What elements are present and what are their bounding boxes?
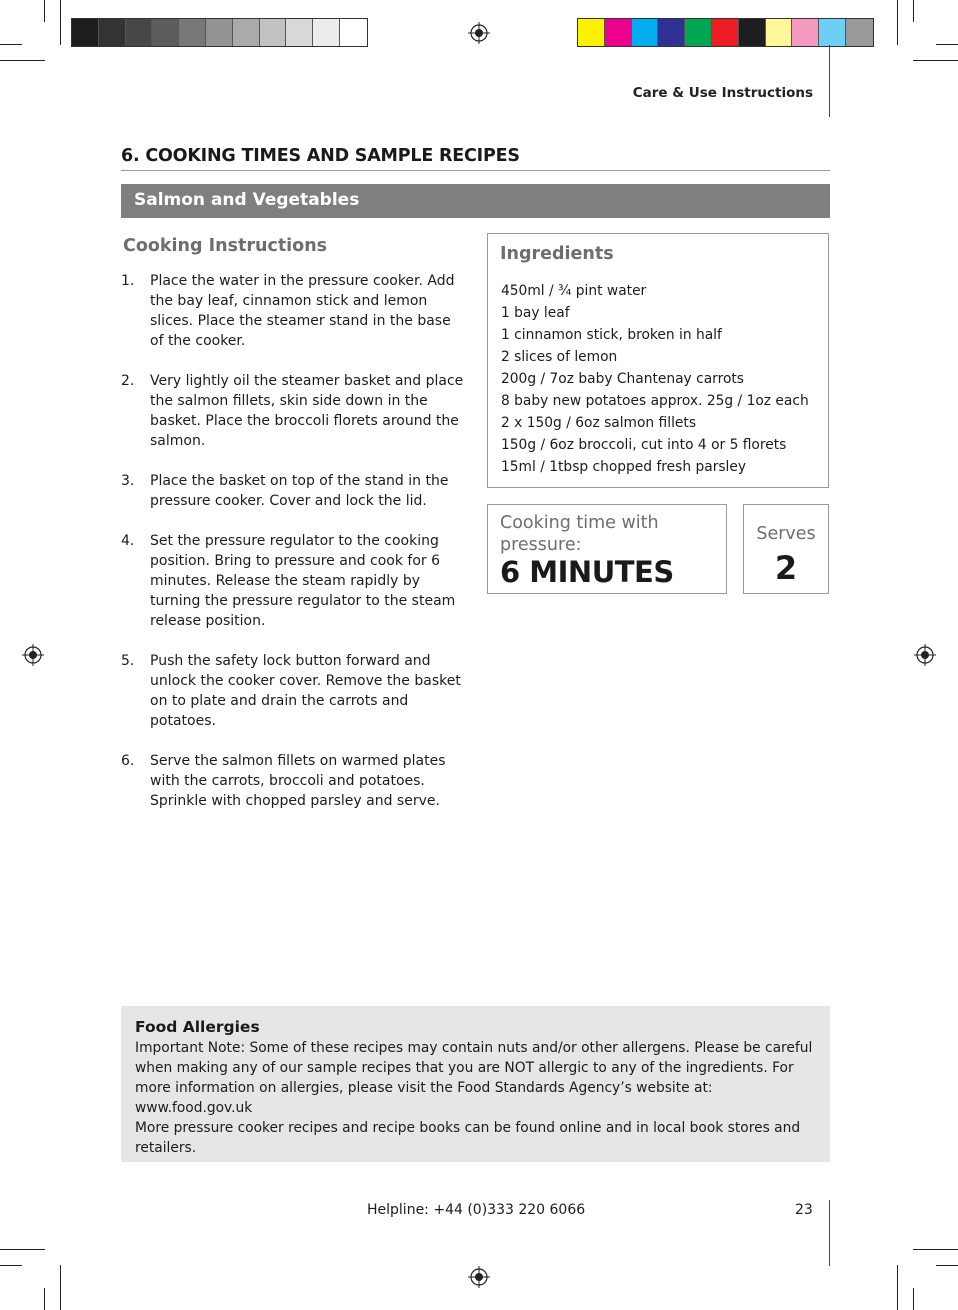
step-number: 3. (121, 473, 135, 489)
color-swatch (632, 19, 659, 46)
color-swatch (792, 19, 819, 46)
food-allergies-title: Food Allergies (135, 1018, 260, 1036)
bleed-mark (913, 60, 958, 61)
bleed-mark (60, 1265, 61, 1310)
bleed-mark (897, 1265, 898, 1310)
color-swatch (846, 19, 873, 46)
color-swatch (179, 19, 206, 46)
serves-label: Serves (756, 524, 816, 544)
instructions-list (121, 271, 466, 831)
color-swatch (766, 19, 793, 46)
crop-mark (936, 1265, 958, 1266)
food-allergies-box (121, 1006, 830, 1162)
step-text: Push the safety lock button forward and unlock the cooker cover. Remove the basket on to plate and drain the carrots and potatoes. (150, 653, 461, 729)
ingredient-item: 1 cinnamon stick, broken in half (501, 327, 722, 343)
ingredients-list (501, 280, 809, 478)
registration-mark-icon (914, 644, 936, 666)
registration-mark-icon (468, 22, 490, 44)
color-swatch (313, 19, 340, 46)
color-swatch (712, 19, 739, 46)
ingredient-item: 2 x 150g / 6oz salmon fillets (501, 415, 697, 431)
crop-mark (0, 1265, 22, 1266)
instruction-step (121, 651, 466, 731)
food-allergies-more-recipes: More pressure cooker recipes and recipe books can be found online and in local book stores and retailers. (135, 1120, 801, 1156)
ingredient-item: 1 bay leaf (501, 305, 570, 321)
color-swatch (578, 19, 605, 46)
instruction-step (121, 471, 466, 511)
bleed-mark (0, 1249, 45, 1250)
color-swatch (286, 19, 313, 46)
section-divider (121, 170, 830, 171)
serves-value: 2 (774, 549, 798, 587)
recipe-title: Salmon and Vegetables (134, 190, 360, 210)
bleed-mark (60, 0, 61, 45)
step-number: 5. (121, 653, 135, 669)
step-text: Place the basket on top of the stand in the pressure cooker. Cover and lock the lid. (150, 473, 449, 509)
step-text: Place the water in the pressure cooker. Add the bay leaf, cinnamon stick and lemon slices. Place the steamer stand in the base of the cooker. (150, 273, 455, 349)
instruction-step (121, 531, 466, 631)
food-allergies-note: Important Note: Some of these recipes may contain nuts and/or other allergens. Please be careful when making any of our sample recipes that you are NOT allergic to any of the ingredients. For more information on allergies, please visit the Food Standards Agency’s website at: www.food.gov.uk (135, 1040, 813, 1116)
color-swatch (233, 19, 260, 46)
instruction-step (121, 371, 466, 451)
serves-box (743, 504, 829, 594)
step-number: 1. (121, 273, 135, 289)
header-label: Care & Use Instructions (632, 85, 813, 101)
step-number: 6. (121, 753, 135, 769)
ingredient-item: 200g / 7oz baby Chantenay carrots (501, 371, 744, 387)
color-swatch (685, 19, 712, 46)
crop-mark (0, 44, 22, 45)
crop-mark (44, 0, 45, 22)
crop-mark (913, 0, 914, 22)
color-swatch (260, 19, 287, 46)
cooking-time-label: Cooking time with pressure: (500, 513, 659, 555)
instruction-step (121, 271, 466, 351)
recipe-title-bar (121, 184, 830, 218)
color-calibration-bar (577, 18, 874, 47)
color-swatch (206, 19, 233, 46)
ingredients-box (487, 233, 829, 488)
color-swatch (658, 19, 685, 46)
color-swatch (739, 19, 766, 46)
color-swatch (605, 19, 632, 46)
color-swatch (126, 19, 153, 46)
step-text: Very lightly oil the steamer basket and place the salmon fillets, skin side down in the basket. Place the broccoli florets around the salmon. (150, 373, 464, 449)
color-swatch (340, 19, 367, 46)
color-swatch (72, 19, 99, 46)
ingredients-heading: Ingredients (500, 244, 614, 264)
registration-mark-icon (22, 644, 44, 666)
crop-mark (44, 1288, 45, 1310)
cooking-time-value: 6 MINUTES (500, 555, 674, 589)
ingredient-item: 450ml / ¾ pint water (501, 283, 647, 299)
header-divider (829, 45, 830, 117)
page-number: 23 (795, 1202, 813, 1218)
ingredient-item: 150g / 6oz broccoli, cut into 4 or 5 florets (501, 437, 787, 453)
ingredient-item: 8 baby new potatoes approx. 25g / 1oz each (501, 393, 809, 409)
bleed-mark (913, 1249, 958, 1250)
section-title: 6. COOKING TIMES AND SAMPLE RECIPES (121, 146, 520, 166)
grayscale-calibration-bar (71, 18, 368, 47)
step-text: Serve the salmon fillets on warmed plates with the carrots, broccoli and potatoes. Sprinkle with chopped parsley and serve. (150, 753, 446, 809)
instruction-step (121, 751, 466, 811)
ingredient-item: 2 slices of lemon (501, 349, 618, 365)
step-number: 4. (121, 533, 135, 549)
crop-mark (936, 44, 958, 45)
step-number: 2. (121, 373, 135, 389)
bleed-mark (897, 0, 898, 45)
step-text: Set the pressure regulator to the cooking position. Bring to pressure and cook for 6 minutes. Release the steam rapidly by turning the pressure regulator to the steam release position. (150, 533, 456, 629)
registration-mark-icon (468, 1266, 490, 1288)
crop-mark (913, 1288, 914, 1310)
ingredient-item: 15ml / 1tbsp chopped fresh parsley (501, 459, 747, 475)
color-swatch (819, 19, 846, 46)
cooking-instructions-heading: Cooking Instructions (123, 236, 328, 256)
footer-divider (829, 1200, 830, 1266)
cooking-time-box (487, 504, 727, 594)
bleed-mark (0, 60, 45, 61)
helpline-text: Helpline: +44 (0)333 220 6066 (367, 1202, 586, 1218)
color-swatch (152, 19, 179, 46)
color-swatch (99, 19, 126, 46)
